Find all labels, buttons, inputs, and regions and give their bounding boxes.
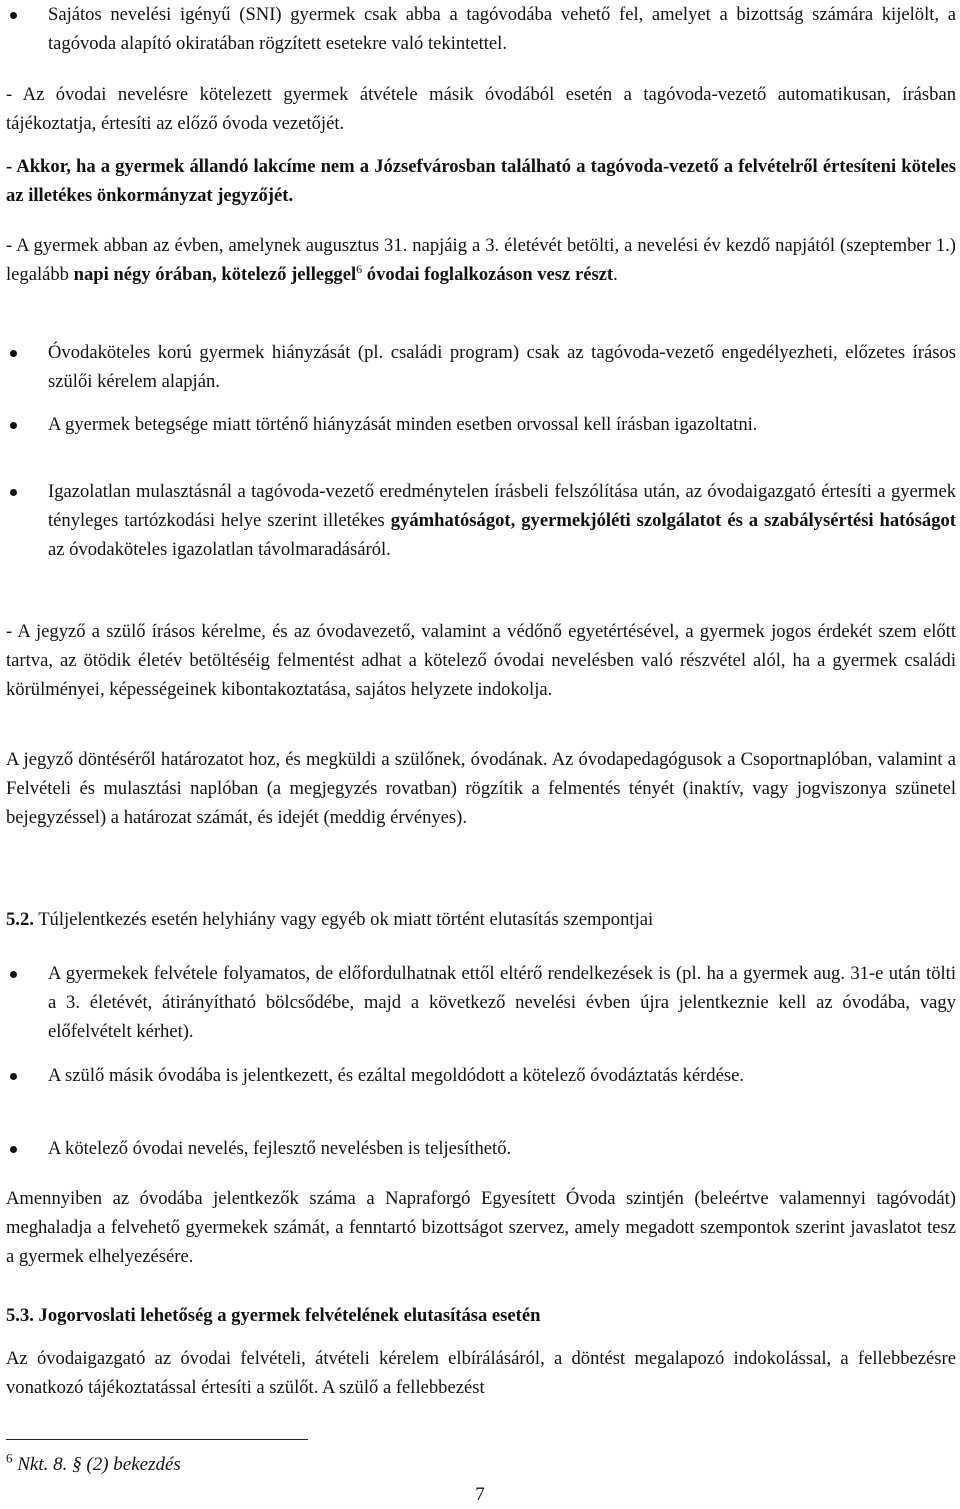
section-heading-5-2 (6, 905, 956, 934)
list-item-unexcused-absence (48, 477, 956, 564)
attendance-text-bold: napi négy órában, kötelező jelleggel (73, 264, 357, 285)
footnote-section-sign: § (72, 1454, 82, 1475)
list-item-absence-permission: Óvodaköteles korú gyermek hiányzását (pl. családi program) csak az tagóvoda-vezető engedélyezheti, előzetes írásos szülői kérelem alapján. (48, 338, 956, 396)
list-item-illness: A gyermek betegsége miatt történő hiányzását minden esetben orvossal kell írásban igazoltatni. (48, 410, 956, 439)
page-number: 7 (475, 1484, 485, 1505)
list-item-sni: Sajátos nevelési igényű (SNI) gyermek csak abba a tagóvodába vehető fel, amelyet a bizottság számára kijelölt, a tagóvoda alapító okiratában rögzített esetekre való tekintettel. (48, 0, 956, 58)
section-number-5-2: 5.2. (6, 909, 34, 930)
unexcused-text-c: az óvodaköteles igazolatlan távolmaradásáról. (48, 539, 391, 560)
paragraph-decision: A jegyző döntéséről határozatot hoz, és megküldi a szülőnek, óvodának. Az óvodapedagógusok a Csoportnaplóban, valamint a Felvételi és mulasztási naplóban (a megjegyzés rovatban) rögzítik a felmentés tényét (inaktív, vagy jogviszonya szünetel bejegyzéssel) a határozat számát, és idejét (meddig érvényes). (6, 749, 956, 828)
footnote-ref-6: 6 (356, 261, 363, 276)
unexcused-text-bold: gyámhatóságot, gyermekjóléti szolgálatot és a szabálysértési hatóságot (390, 510, 956, 531)
unexcused-text-a: Igazolatlan mulasztásnál a tagóvoda-vezető eredménytelen írásbeli felszólítása után, az óvodaigazgató értesíti a gyermek tényleges tartózkodási helye szerint illetékes (48, 481, 956, 531)
footnote-separator (6, 1439, 308, 1440)
paragraph-compulsory-attendance (6, 231, 956, 289)
paragraph-residence-notice: - Akkor, ha a gyermek állandó lakcíme nem a Józsefvárosban található a tagóvoda-vezető a felvételről értesíteni köteles az illetékes önkormányzat jegyzőjét. (6, 156, 956, 206)
paragraph-appeal: Az óvodaigazgató az óvodai felvételi, átvételi kérelem elbírálásáról, a döntést megalapozó indokolással, a fellebbezésre vonatkozó tájékoztatással értesíti a szülőt. A szülő a fellebbezést (6, 1348, 956, 1398)
attendance-text-end: . (613, 264, 618, 285)
list-item-other-kindergarten: A szülő másik óvodába is jelentkezett, és ezáltal megoldódott a kötelező óvodáztatás kérdése. (48, 1061, 956, 1090)
section-title-5-3: Jogorvoslati lehetőség a gyermek felvételének elutasítása esetén (38, 1305, 541, 1326)
paragraph-oversubscription: Amennyiben az óvodába jelentkezők száma a Napraforgó Egyesített Óvoda szintjén (beleértve valamennyi tagóvodát) meghaladja a felvehető gyermekek számát, a fenntartó bizottságot szervez, amely megadott szempontok szerint javaslatot tesz a gyermek elhelyezésére. (6, 1188, 956, 1267)
list-item-continuous-admission: A gyermekek felvétele folyamatos, de előfordulhatnak ettől eltérő rendelkezések is (pl. ha a gyermek aug. 31-e után tölti a 3. életévét, átirányítható bölcsődébe, majd a következő nevelési évben újra jelentkeznie kell az óvodába, vagy előfelvételt kérhet). (48, 959, 956, 1046)
section-number-5-3: 5.3. (6, 1305, 34, 1326)
footnote-text-a: Nkt. 8. (12, 1454, 73, 1475)
footnote (6, 1452, 181, 1478)
paragraph-exemption: - A jegyző a szülő írásos kérelme, és az óvodavezető, valamint a védőnő egyetértésével, a gyermek jogos érdekét szem előtt tartva, az ötödik életév betöltéséig felmentést adhat a kötelező óvodai nevelésben való részvétel alól, ha a gyermek családi körülményei, képességeinek kibontakoztatása, sajátos helyzete indokolja. (6, 621, 956, 700)
section-heading-5-3 (6, 1301, 956, 1330)
paragraph-transfer: - Az óvodai nevelésre kötelezett gyermek átvétele másik óvodából esetén a tagóvoda-vezető automatikusan, írásban tájékoztatja, értesíti az előző óvoda vezetőjét. (6, 84, 956, 134)
attendance-text-bold-2: óvodai foglalkozáson vesz részt (362, 264, 614, 285)
footnote-number: 6 (6, 1450, 13, 1466)
section-title-5-2: Túljelentkezés esetén helyhiány vagy egyéb ok miatt történt elutasítás szempontjai (33, 909, 654, 930)
attendance-text-a: - A gyermek abban az évben, amelynek augusztus 31. napjáig a 3. életévét betölti, a nevelési év kezdő napjától (szeptember 1.) legalább (6, 235, 956, 285)
footnote-text-b: (2) bekezdés (81, 1454, 181, 1475)
list-item-development-education: A kötelező óvodai nevelés, fejlesztő nevelésben is teljesíthető. (48, 1134, 956, 1163)
